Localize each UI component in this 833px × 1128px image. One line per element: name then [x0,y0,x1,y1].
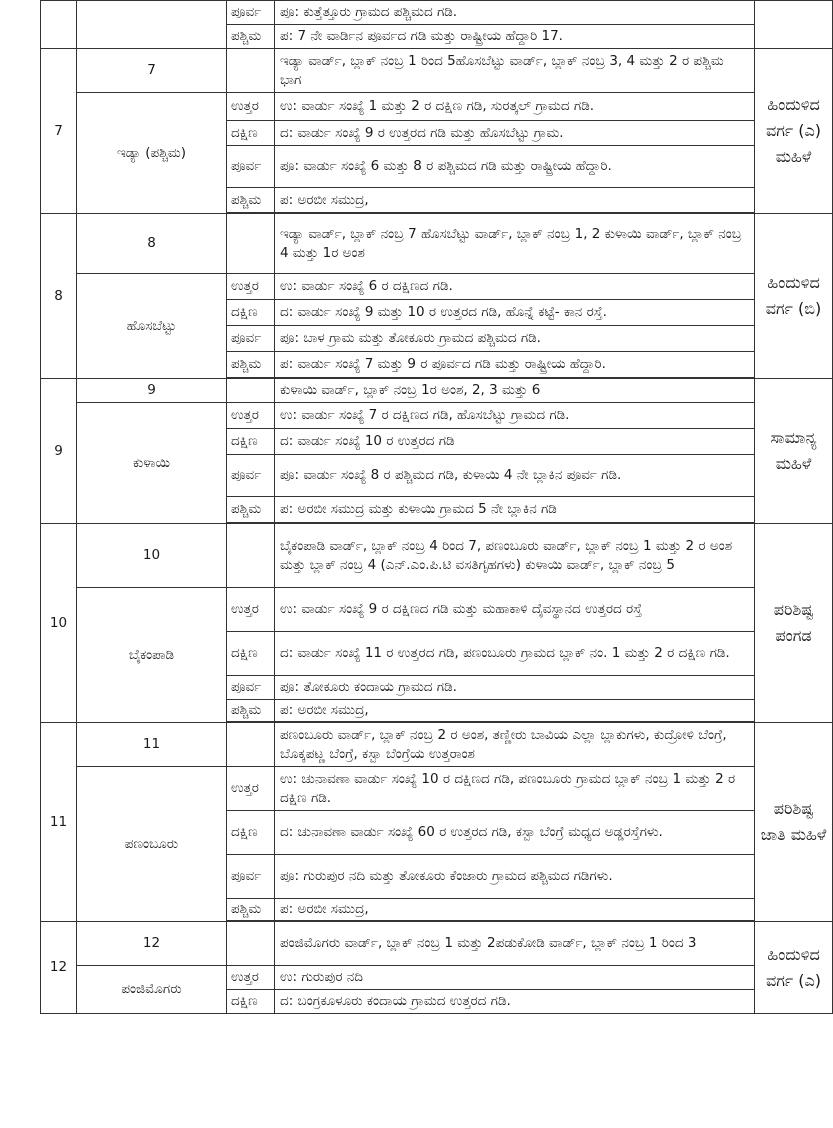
ward-number: 8 [41,214,77,379]
boundary-text: ಪೂ: ತೋಕೂರು ಕಂದಾಯ ಗ್ರಾಮದ ಗಡಿ. [275,676,755,700]
boundary-text: ದ: ವಾರ್ಡು ಸಂಖ್ಯೆ 9 ರ ಉತ್ತರದ ಗಡಿ ಮತ್ತು ಹೊಸಬೆಟ್ಟು ಗ್ರಾಮ. [275,121,755,146]
ward-name: ಬೈಕಂಪಾಡಿ [77,588,227,723]
ward-summary: ಬೈಕಂಪಾಡಿ ವಾರ್ಡ್, ಬ್ಲಾಕ್ ನಂಬ್ರ 4 ರಿಂದ 7, ಪಣಂಬೂರು ವಾರ್ಡ್, ಬ್ಲಾಕ್ ನಂಬ್ರ 1 ಮತ್ತು 2 ರ ಅಂಶ ಮತ್ತು ಬ್ಲಾಕ್ ನಂಬ್ರ 4 (ಎನ್.ಎಂ.ಪಿ.ಟಿ ವಸತಿಗೃಹಗಳು) ಕುಳಾಯಿ ವಾರ್ಡ್, ಬ್ಲಾಕ್ ನಂಬ್ರ 5 [275,524,755,588]
direction-label: ಪೂರ್ವ [227,146,275,188]
table-row [41,723,833,767]
table-row [41,379,833,403]
boundary-text: ದ: ಬಂಗ್ರಕೂಳೂರು ಕಂದಾಯ ಗ್ರಾಮದ ಉತ್ತರದ ಗಡಿ. [275,990,755,1014]
boundary-text: ದ: ವಾರ್ಡು ಸಂಖ್ಯೆ 9 ಮತ್ತು 10 ರ ಉತ್ತರದ ಗಡಿ, ಹೊನ್ನೆ ಕಟ್ಟೆ- ಕಾನ ರಸ್ತೆ. [275,300,755,326]
direction-label: ಪೂರ್ವ [227,326,275,352]
ward-sub-number: 12 [77,922,227,966]
reservation-category: ಹಿಂದುಳಿದ ವರ್ಗ (ಎ) ಮಹಿಳೆ [755,49,833,214]
reservation-category: ಹಿಂದುಳಿದ ವರ್ಗ (ಎ) [755,922,833,1014]
direction-label: ಉತ್ತರ [227,966,275,990]
ward-sub-number: 11 [77,723,227,767]
direction-label [227,524,275,588]
boundary-text: ಪೂ: ಬಾಳ ಗ್ರಾಮ ಮತ್ತು ತೋಕೂರು ಗ್ರಾಮದ ಪಶ್ಚಿಮದ ಗಡಿ. [275,326,755,352]
ward-sub-number: 10 [77,524,227,588]
ward-sub-number: 9 [77,379,227,403]
direction-label: ಪೂರ್ವ [227,855,275,899]
table-row [41,966,833,990]
direction-label: ದಕ್ಷಿಣ [227,811,275,855]
direction-label: ಪಶ್ಚಿಮ [227,25,275,49]
table-row [41,274,833,300]
boundary-text: ಉ: ವಾರ್ಡು ಸಂಖ್ಯೆ 9 ರ ದಕ್ಷಿಣದ ಗಡಿ ಮತ್ತು ಮಹಾಕಾಳಿ ದೈವಸ್ಥಾನದ ಉತ್ತರದ ರಸ್ತೆ [275,588,755,632]
direction-label: ಪಶ್ಚಿಮ [227,497,275,523]
boundary-text: ಪ: ಅರಬೀ ಸಮುದ್ರ, [275,700,755,722]
direction-label: ಉತ್ತರ [227,588,275,632]
direction-label [227,723,275,767]
ward-summary: ಪಂಜಿಮೊಗರು ವಾರ್ಡ್, ಬ್ಲಾಕ್ ನಂಬ್ರ 1 ಮತ್ತು 2ಪಡುಕೋಡಿ ವಾರ್ಡ್, ಬ್ಲಾಕ್ ನಂಬ್ರ 1 ರಿಂದ 3 [275,922,755,966]
direction-label: ದಕ್ಷಿಣ [227,990,275,1014]
ward-boundary-table [40,0,833,1014]
boundary-text: ಉ: ಗುರುಪುರ ನದಿ [275,966,755,990]
ward-name: ಇಡ್ಯಾ (ಪಶ್ಚಿಮ) [77,93,227,214]
ward-summary: ಇಡ್ಯಾ ವಾರ್ಡ್, ಬ್ಲಾಕ್ ನಂಬ್ರ 1 ರಿಂದ 5ಹೊಸಬೆಟ್ಟು ವಾರ್ಡ್, ಬ್ಲಾಕ್ ನಂಬ್ರ 3, 4 ಮತ್ತು 2 ರ ಪಶ್ಚಿಮ ಭಾಗ [275,49,755,93]
ward-summary: ಇಡ್ಯಾ ವಾರ್ಡ್, ಬ್ಲಾಕ್ ನಂಬ್ರ 7 ಹೊಸಬೆಟ್ಟು ವಾರ್ಡ್, ಬ್ಲಾಕ್ ನಂಬ್ರ 1, 2 ಕುಳಾಯಿ ವಾರ್ಡ್, ಬ್ಲಾಕ್ ನಂಬ್ರ 4 ಮತ್ತು 1ರ ಅಂಶ [275,214,755,274]
direction-label: ದಕ್ಷಿಣ [227,300,275,326]
boundary-text: ಉ: ಚುನಾವಣಾ ವಾರ್ಡು ಸಂಖ್ಯೆ 10 ರ ದಕ್ಷಿಣದ ಗಡಿ, ಪಣಂಬೂರು ಗ್ರಾಮದ ಬ್ಲಾಕ್ ನಂಬ್ರ 1 ಮತ್ತು 2 ರ ದಕ್ಷಿಣ ಗಡಿ. [275,767,755,811]
reservation-category: ಸಾಮಾನ್ಯ ಮಹಿಳೆ [755,379,833,524]
boundary-text: ಪೂ: ವಾರ್ಡು ಸಂಖ್ಯೆ 6 ಮತ್ತು 8 ರ ಪಶ್ಚಿಮದ ಗಡಿ ಮತ್ತು ರಾಷ್ಟ್ರೀಯ ಹೆದ್ದಾರಿ. [275,146,755,188]
boundary-text: ಉ: ವಾರ್ಡು ಸಂಖ್ಯೆ 6 ರ ದಕ್ಷಿಣದ ಗಡಿ. [275,274,755,300]
reservation-category: ಪರಿಶಿಷ್ಟ ಜಾತಿ ಮಹಿಳೆ [755,723,833,922]
ward-number: 10 [41,524,77,723]
table-row [41,214,833,274]
direction-label: ಉತ್ತರ [227,767,275,811]
boundary-text: ಉ: ವಾರ್ಡು ಸಂಖ್ಯೆ 1 ಮತ್ತು 2 ರ ದಕ್ಷಿಣ ಗಡಿ, ಸುರತ್ಕಲ್ ಗ್ರಾಮದ ಗಡಿ. [275,93,755,121]
ward-number: 7 [41,49,77,214]
direction-label: ಪಶ್ಚಿಮ [227,899,275,921]
boundary-text: ಪೂ: ಗುರುಪುರ ನದಿ ಮತ್ತು ತೋಕೂರು ಕೆಂಜಾರು ಗ್ರಾಮದ ಪಶ್ಚಿಮದ ಗಡಿಗಳು. [275,855,755,899]
ward-summary: ಪಣಂಬೂರು ವಾರ್ಡ್, ಬ್ಲಾಕ್ ನಂಬ್ರ 2 ರ ಅಂಶ, ತಣ್ಣೀರು ಬಾವಿಯ ಎಲ್ಲಾ ಬ್ಲಾಕುಗಳು, ಕುದ್ರೋಳಿ ಬೆಂಗ್ರೆ, ಬೊಕ್ಕಪಟ್ಣ ಬೆಂಗ್ರೆ, ಕಸ್ಬಾ ಬೆಂಗ್ರೆಯ ಉತ್ತರಾಂಶ [275,723,755,767]
boundary-text: ದ: ವಾರ್ಡು ಸಂಖ್ಯೆ 11 ರ ಉತ್ತರದ ಗಡಿ, ಪಣಂಬೂರು ಗ್ರಾಮದ ಬ್ಲಾಕ್ ನಂ. 1 ಮತ್ತು 2 ರ ದಕ್ಷಿಣ ಗಡಿ. [275,632,755,676]
boundary-text: ಉ: ವಾರ್ಡು ಸಂಖ್ಯೆ 7 ರ ದಕ್ಷಿಣದ ಗಡಿ, ಹೊಸಬೆಟ್ಟು ಗ್ರಾಮದ ಗಡಿ. [275,403,755,429]
direction-label: ಪೂರ್ವ [227,1,275,25]
boundary-text: ದ: ವಾರ್ಡು ಸಂಖ್ಯೆ 10 ರ ಉತ್ತರದ ಗಡಿ [275,429,755,455]
table-row [41,524,833,588]
table-row [41,1,833,25]
direction-label: ದಕ್ಷಿಣ [227,632,275,676]
direction-label: ಪಶ್ಚಿಮ [227,188,275,213]
table-row [41,403,833,429]
boundary-text: ಪ: ವಾರ್ಡು ಸಂಖ್ಯೆ 7 ಮತ್ತು 9 ರ ಪೂರ್ವದ ಗಡಿ ಮತ್ತು ರಾಷ್ಟ್ರೀಯ ಹೆದ್ದಾರಿ. [275,352,755,378]
table-row [41,922,833,966]
ward-number: 12 [41,922,77,1014]
direction-label: ಪಶ್ಚಿಮ [227,700,275,722]
direction-label: ಪೂರ್ವ [227,676,275,700]
direction-label [227,214,275,274]
ward-sub-number: 7 [77,49,227,93]
direction-label: ಪೂರ್ವ [227,455,275,497]
direction-label [227,922,275,966]
direction-label: ಉತ್ತರ [227,403,275,429]
ward-number: 11 [41,723,77,922]
ward-name: ಕುಳಾಯಿ [77,403,227,524]
table-row [41,588,833,632]
boundary-text: ಪೂ: ಕುತ್ತೆತ್ತೂರು ಗ್ರಾಮದ ಪಶ್ಚಿಮದ ಗಡಿ. [275,1,755,25]
reservation-category: ಪರಿಶಿಷ್ಟ ಪಂಗಡ [755,524,833,723]
direction-label: ಉತ್ತರ [227,274,275,300]
reservation-cell [755,1,833,49]
direction-label [227,379,275,403]
reservation-category: ಹಿಂದುಳಿದ ವರ್ಗ (ಬಿ) [755,214,833,379]
boundary-text: ಪ: ಅರಬೀ ಸಮುದ್ರ, [275,188,755,213]
boundary-text: ಪ: ಅರಬೀ ಸಮುದ್ರ, [275,899,755,921]
ward-name-cell [77,1,227,49]
ward-name: ಪಂಜಿಮೊಗರು [77,966,227,1014]
ward-name: ಹೊಸಬೆಟ್ಟು [77,274,227,379]
ward-sub-number: 8 [77,214,227,274]
boundary-text: ಪೂ: ವಾರ್ಡು ಸಂಖ್ಯೆ 8 ರ ಪಶ್ಚಿಮದ ಗಡಿ, ಕುಳಾಯಿ 4 ನೇ ಬ್ಲಾಕಿನ ಪೂರ್ವ ಗಡಿ. [275,455,755,497]
ward-number: 9 [41,379,77,524]
direction-label: ಪಶ್ಚಿಮ [227,352,275,378]
direction-label [227,49,275,93]
table-row [41,49,833,93]
table-row [41,767,833,811]
boundary-text: ದ: ಚುನಾವಣಾ ವಾರ್ಡು ಸಂಖ್ಯೆ 60 ರ ಉತ್ತರದ ಗಡಿ, ಕಸ್ಬಾ ಬೆಂಗ್ರೆ ಮಧ್ಯದ ಅಡ್ಡರಸ್ತೆಗಳು. [275,811,755,855]
direction-label: ದಕ್ಷಿಣ [227,121,275,146]
boundary-text: ಪ: ಅರಬೀ ಸಮುದ್ರ ಮತ್ತು ಕುಳಾಯಿ ಗ್ರಾಮದ 5 ನೇ ಬ್ಲಾಕಿನ ಗಡಿ [275,497,755,523]
table-row [41,93,833,121]
direction-label: ಉತ್ತರ [227,93,275,121]
ward-summary: ಕುಳಾಯಿ ವಾರ್ಡ್, ಬ್ಲಾಕ್ ನಂಬ್ರ 1ರ ಅಂಶ, 2, 3 ಮತ್ತು 6 [275,379,755,403]
direction-label: ದಕ್ಷಿಣ [227,429,275,455]
ward-cell [41,1,77,49]
boundary-text: ಪ: 7 ನೇ ವಾರ್ಡಿನ ಪೂರ್ವದ ಗಡಿ ಮತ್ತು ರಾಷ್ಟ್ರೀಯ ಹೆದ್ದಾರಿ 17. [275,25,755,49]
ward-name: ಪಣಂಬೂರು [77,767,227,922]
